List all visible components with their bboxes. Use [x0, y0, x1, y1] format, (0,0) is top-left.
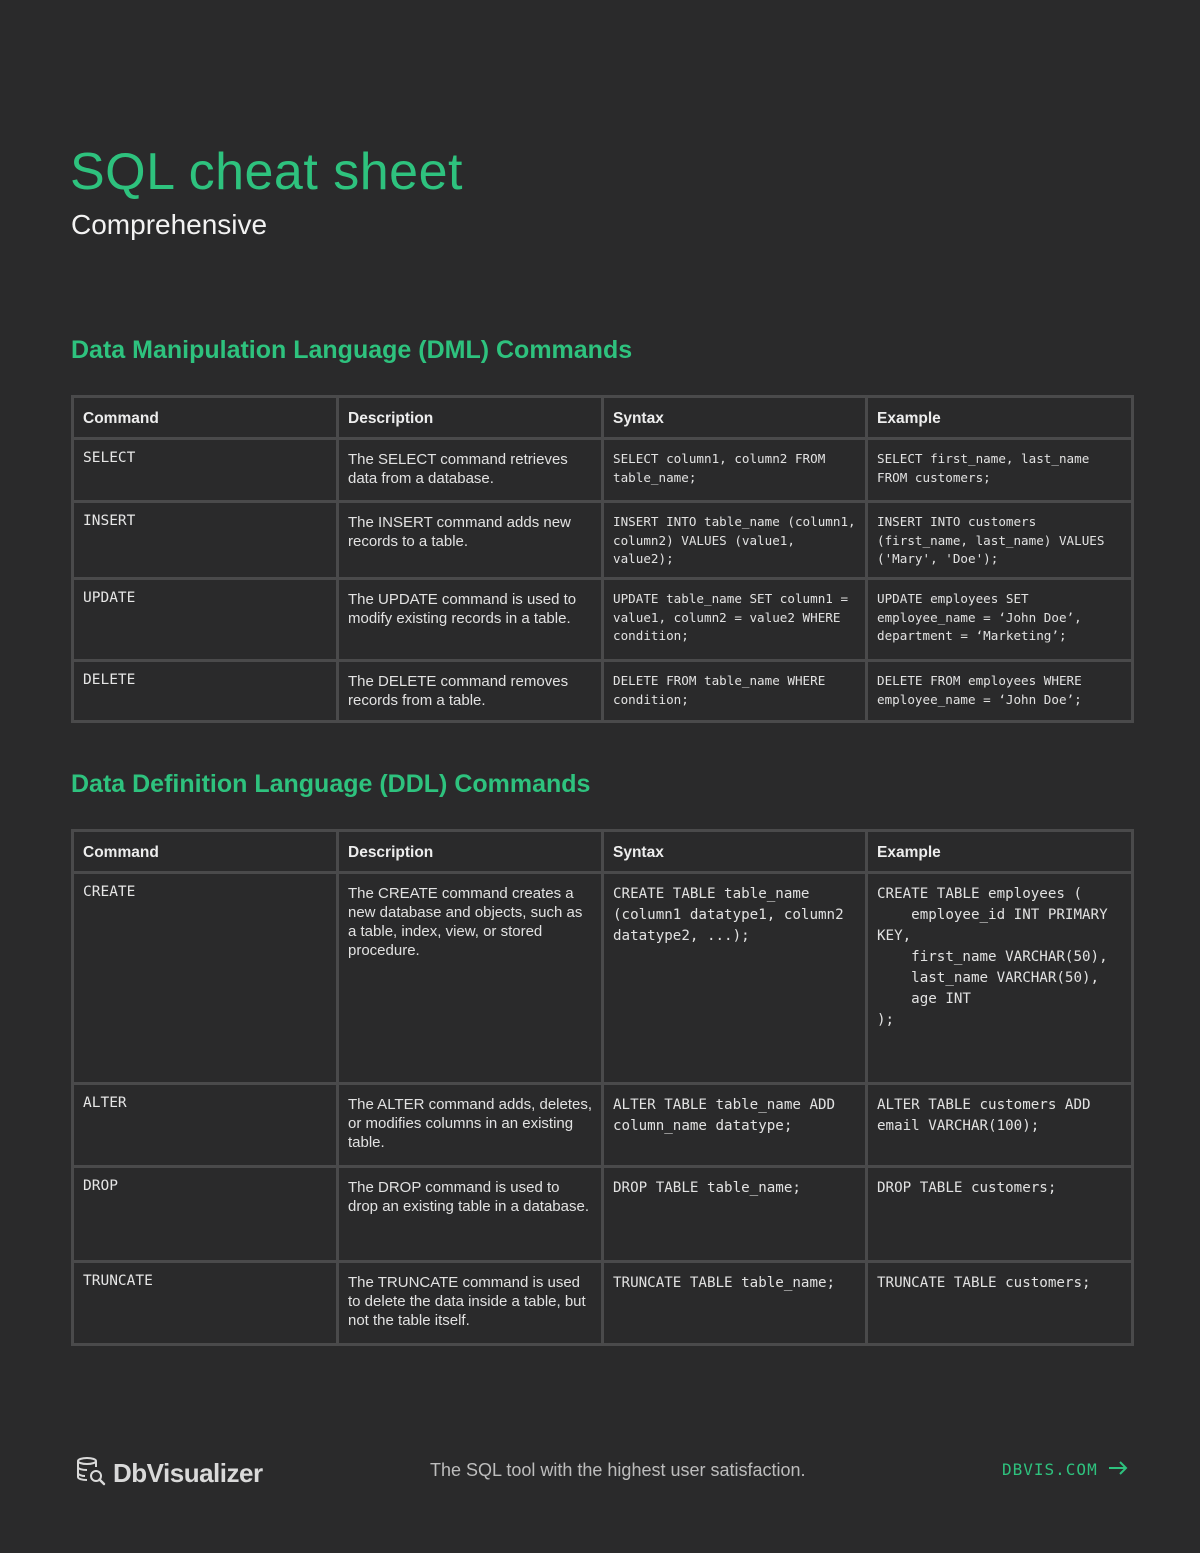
table-row	[73, 579, 1133, 661]
description-cell: The DELETE command removes records from a table.	[338, 661, 603, 722]
example-cell: TRUNCATE TABLE customers;	[867, 1262, 1133, 1345]
logo-text: DbVisualizer	[113, 1458, 263, 1488]
command-cell: INSERT	[73, 502, 338, 579]
dml-commands-table	[71, 395, 1134, 723]
table-row	[73, 1167, 1133, 1262]
footer-tagline: The SQL tool with the highest user satisfaction.	[430, 1460, 806, 1480]
command-cell: ALTER	[73, 1084, 338, 1167]
example-cell: DELETE FROM employees WHERE employee_name = ‘John Doe’;	[867, 661, 1133, 722]
column-header-command: Command	[73, 397, 338, 439]
syntax-cell: DELETE FROM table_name WHERE condition;	[603, 661, 867, 722]
example-cell: INSERT INTO customers (first_name, last_name) VALUES ('Mary', 'Doe');	[867, 502, 1133, 579]
column-header-description: Description	[338, 397, 603, 439]
column-header-description: Description	[338, 831, 603, 873]
syntax-cell: CREATE TABLE table_name (column1 datatype1, column2 datatype2, ...);	[603, 873, 867, 1084]
syntax-cell: DROP TABLE table_name;	[603, 1167, 867, 1262]
description-cell: The DROP command is used to drop an existing table in a database.	[338, 1167, 603, 1262]
page-title: SQL cheat sheet	[70, 143, 463, 201]
command-cell: DROP	[73, 1167, 338, 1262]
table-row	[73, 502, 1133, 579]
table-row	[73, 873, 1133, 1084]
column-header-example: Example	[867, 831, 1133, 873]
syntax-cell: SELECT column1, column2 FROM table_name;	[603, 439, 867, 502]
description-cell: The SELECT command retrieves data from a database.	[338, 439, 603, 502]
command-cell: SELECT	[73, 439, 338, 502]
syntax-cell: TRUNCATE TABLE table_name;	[603, 1262, 867, 1345]
table-row	[73, 439, 1133, 502]
command-cell: DELETE	[73, 661, 338, 722]
dbvisualizer-logo[interactable]	[75, 1455, 263, 1492]
database-search-icon	[75, 1455, 107, 1492]
description-cell: The TRUNCATE command is used to delete the data inside a table, but not the table itself.	[338, 1262, 603, 1345]
table-row	[73, 1084, 1133, 1167]
table-row	[73, 661, 1133, 722]
description-cell: The INSERT command adds new records to a table.	[338, 502, 603, 579]
description-cell: The ALTER command adds, deletes, or modifies columns in an existing table.	[338, 1084, 603, 1167]
example-cell: CREATE TABLE employees ( employee_id INT PRIMARY KEY, first_name VARCHAR(50), last_name VARCHAR(50), age INT );	[867, 873, 1133, 1084]
page-subtitle: Comprehensive	[71, 209, 268, 240]
dml-section-heading: Data Manipulation Language (DML) Commands	[71, 336, 633, 364]
column-header-example: Example	[867, 397, 1133, 439]
example-cell: ALTER TABLE customers ADD email VARCHAR(100);	[867, 1084, 1133, 1167]
table-header-row	[73, 831, 1133, 873]
column-header-syntax: Syntax	[603, 831, 867, 873]
command-cell: UPDATE	[73, 579, 338, 661]
dbvis-link[interactable]	[1002, 1460, 1128, 1479]
description-cell: The UPDATE command is used to modify existing records in a table.	[338, 579, 603, 661]
example-cell: UPDATE employees SET employee_name = ‘John Doe’, department = ‘Marketing’;	[867, 579, 1133, 661]
arrow-right-icon	[1108, 1460, 1128, 1479]
syntax-cell: INSERT INTO table_name (column1, column2) VALUES (value1, value2);	[603, 502, 867, 579]
syntax-cell: UPDATE table_name SET column1 = value1, column2 = value2 WHERE condition;	[603, 579, 867, 661]
ddl-commands-table	[71, 829, 1134, 1346]
command-cell: TRUNCATE	[73, 1262, 338, 1345]
description-cell: The CREATE command creates a new database and objects, such as a table, index, view, or stored procedure.	[338, 873, 603, 1084]
command-cell: CREATE	[73, 873, 338, 1084]
table-row	[73, 1262, 1133, 1345]
example-cell: SELECT first_name, last_name FROM customers;	[867, 439, 1133, 502]
syntax-cell: ALTER TABLE table_name ADD column_name datatype;	[603, 1084, 867, 1167]
table-header-row	[73, 397, 1133, 439]
column-header-syntax: Syntax	[603, 397, 867, 439]
link-text: DBVIS.COM	[1002, 1460, 1098, 1479]
example-cell: DROP TABLE customers;	[867, 1167, 1133, 1262]
ddl-section-heading: Data Definition Language (DDL) Commands	[71, 770, 591, 798]
column-header-command: Command	[73, 831, 338, 873]
